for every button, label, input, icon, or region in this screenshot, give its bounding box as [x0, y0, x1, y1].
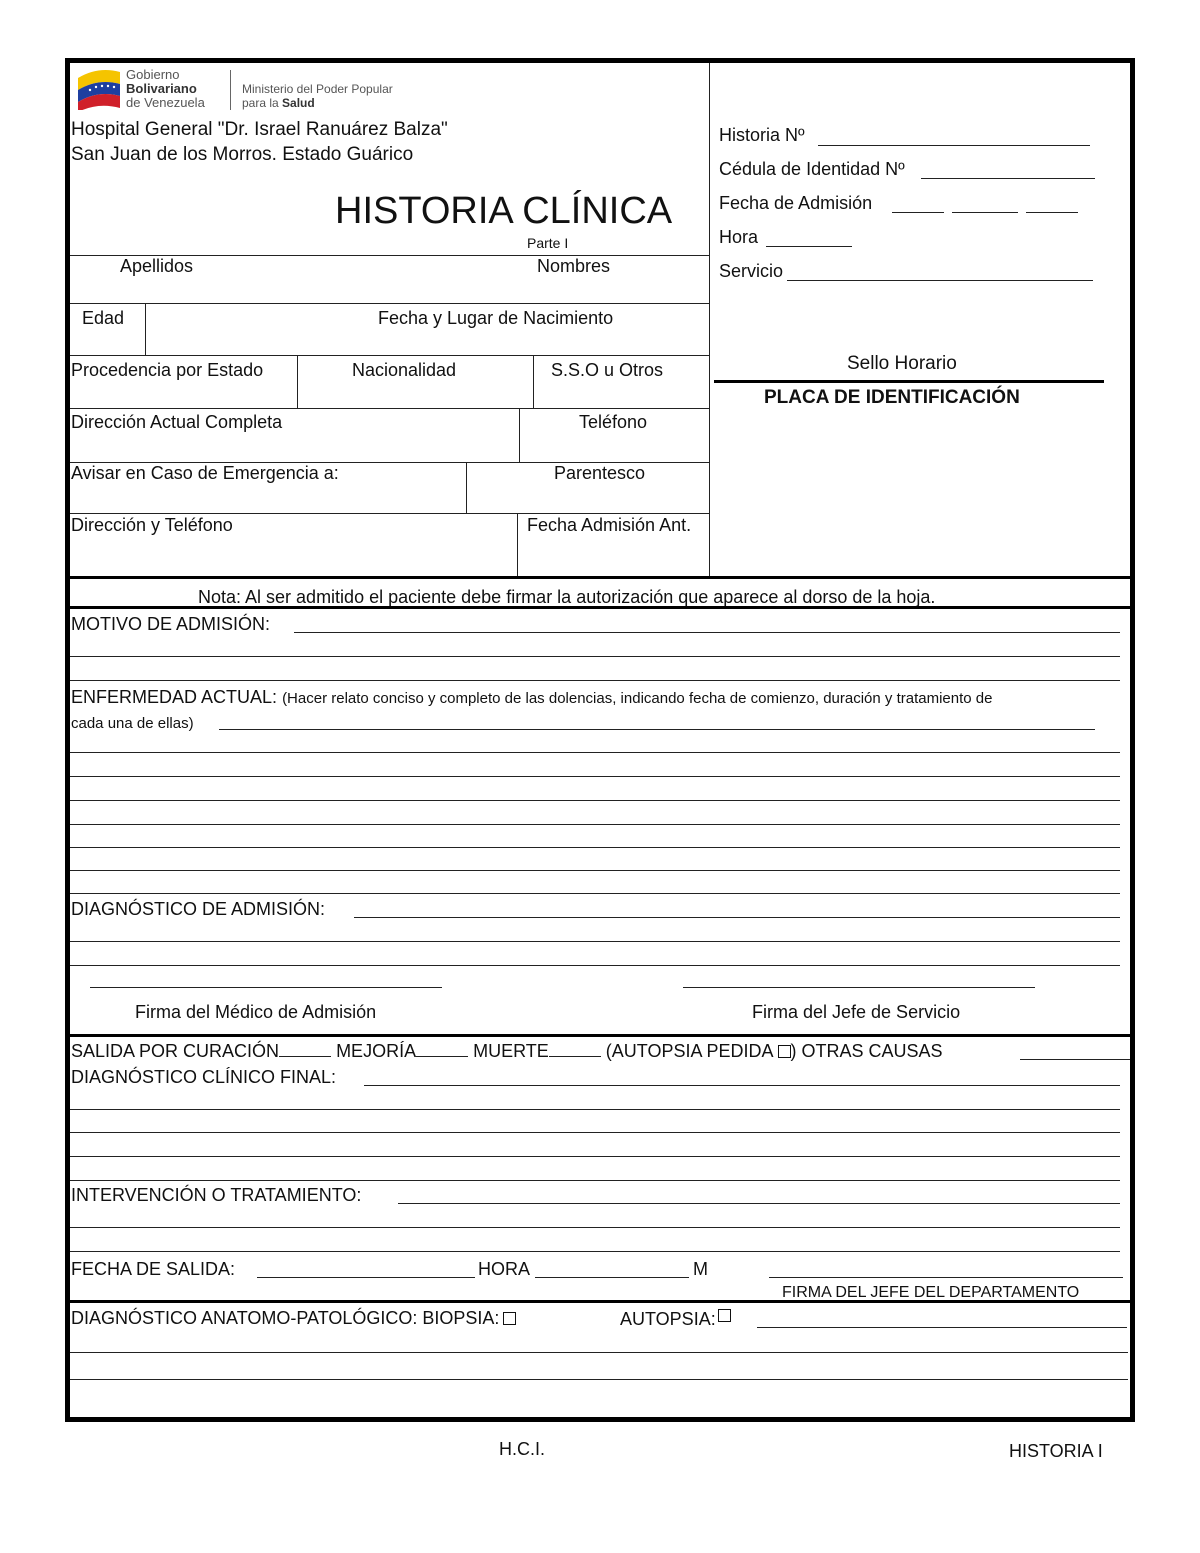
anatomo-line[interactable]: [70, 1379, 1128, 1380]
enfermedad-line[interactable]: [70, 752, 1120, 753]
intervencion-label: INTERVENCIÓN O TRATAMIENTO:: [71, 1185, 362, 1205]
procedencia-label: Procedencia por Estado: [71, 360, 264, 380]
diagnostico-final-label: DIAGNÓSTICO CLÍNICO FINAL:: [71, 1067, 337, 1087]
fecha-admision-label: Fecha de Admisión: [719, 193, 873, 213]
venezuela-flag-icon: [76, 64, 122, 110]
muerte-label: MUERTE: [473, 1041, 549, 1061]
enfermedad-line[interactable]: [219, 729, 1095, 730]
anatomo-line[interactable]: [757, 1327, 1127, 1328]
autopsia-label: AUTOPSIA:: [620, 1309, 716, 1329]
avisar-emergencia-label: Avisar en Caso de Emergencia a:: [71, 463, 339, 483]
firma-medico-label: Firma del Médico de Admisión: [135, 1002, 377, 1022]
placa-identificacion-label: PLACA DE IDENTIFICACIÓN: [764, 387, 1020, 408]
historia-label: Historia Nº: [719, 125, 805, 145]
diagnostico-final-line[interactable]: [70, 1156, 1120, 1157]
fecha-salida-label: FECHA DE SALIDA:: [71, 1259, 236, 1279]
fecha-admision-year[interactable]: [1026, 212, 1078, 213]
enfermedad-line[interactable]: [70, 847, 1120, 848]
enfermedad-note: (Hacer relato conciso y completo de las dolencias, indicando fecha de comienzo, duración y tratamiento de: [282, 690, 993, 707]
logo-min-line3: Salud: [282, 96, 315, 110]
fecha-admision-ant-label: Fecha Admisión Ant.: [527, 515, 692, 535]
fecha-salida-field[interactable]: [257, 1277, 475, 1278]
motivo-line[interactable]: [294, 632, 1120, 633]
footer-historia: HISTORIA I: [1009, 1441, 1103, 1461]
anatomo-label: DIAGNÓSTICO ANATOMO-PATOLÓGICO: BIOPSIA:: [71, 1308, 500, 1328]
meridiem-label: M: [693, 1259, 708, 1279]
autopsia-checkbox[interactable]: [718, 1309, 731, 1322]
firma-jefe-servicio-label: Firma del Jefe de Servicio: [752, 1002, 961, 1022]
hora-field[interactable]: [766, 246, 852, 247]
muerte-field[interactable]: [549, 1056, 601, 1057]
enfermedad-note-2: cada una de ellas): [71, 715, 194, 732]
intervencion-line[interactable]: [398, 1203, 1120, 1204]
fecha-admision-month[interactable]: [952, 212, 1018, 213]
enfermedad-line[interactable]: [70, 776, 1120, 777]
enfermedad-line[interactable]: [70, 800, 1120, 801]
diagnostico-admision-line[interactable]: [354, 917, 1120, 918]
enfermedad-line[interactable]: [70, 870, 1120, 871]
cedula-field[interactable]: [921, 178, 1095, 179]
logo-gov-line2: Bolivariano: [126, 81, 197, 96]
hora-salida-label: HORA: [478, 1259, 531, 1279]
historia-field[interactable]: [818, 145, 1090, 146]
servicio-label: Servicio: [719, 261, 784, 281]
diagnostico-admision-label: DIAGNÓSTICO DE ADMISIÓN:: [71, 899, 326, 919]
hora-label: Hora: [719, 227, 759, 247]
motivo-line[interactable]: [70, 656, 1120, 657]
apellidos-nombres-field[interactable]: [70, 278, 708, 303]
diagnostico-admision-line[interactable]: [70, 965, 1120, 966]
part-label: Parte I: [527, 235, 569, 251]
firma-jefe-departamento-line[interactable]: [769, 1277, 1123, 1278]
parentesco-label: Parentesco: [554, 463, 646, 483]
fecha-admision-day[interactable]: [892, 212, 944, 213]
apellidos-label: Apellidos: [120, 256, 194, 276]
hospital-name: Hospital General "Dr. Israel Ranuárez Balza": [71, 119, 448, 140]
direccion-label: Dirección Actual Completa: [71, 412, 283, 432]
page-title: HISTORIA CLÍNICA: [335, 190, 673, 232]
nacionalidad-label: Nacionalidad: [352, 360, 457, 380]
logo-min-line2: para la: [242, 96, 279, 110]
diagnostico-final-line[interactable]: [70, 1180, 1120, 1181]
intervencion-line[interactable]: [70, 1227, 1120, 1228]
anatomo-line[interactable]: [70, 1352, 1128, 1353]
logo-min-line1: Ministerio del Poder Popular: [242, 82, 393, 96]
sello-horario-label: Sello Horario: [847, 353, 957, 374]
telefono-label: Teléfono: [579, 412, 648, 432]
cedula-label: Cédula de Identidad Nº: [719, 159, 905, 179]
hospital-location: San Juan de los Morros. Estado Guárico: [71, 144, 414, 165]
diagnostico-final-line[interactable]: [70, 1109, 1120, 1110]
biopsia-checkbox[interactable]: [503, 1312, 516, 1325]
edad-label: Edad: [82, 308, 125, 328]
hora-salida-field[interactable]: [535, 1277, 689, 1278]
logo-gov-line3: de Venezuela: [126, 95, 205, 110]
logo-gov-line1: Gobierno: [126, 67, 180, 82]
motivo-label: MOTIVO DE ADMISIÓN:: [71, 614, 271, 634]
diagnostico-final-line[interactable]: [70, 1132, 1120, 1133]
footer-code: H.C.I.: [499, 1439, 546, 1459]
enfermedad-line[interactable]: [70, 893, 1120, 894]
mejoria-label: MEJORÍA: [336, 1041, 417, 1061]
direccion-telefono-label: Dirección y Teléfono: [71, 515, 233, 535]
fecha-lugar-nacimiento-label: Fecha y Lugar de Nacimiento: [378, 308, 614, 328]
autopsia-pedida-label: (AUTOPSIA PEDIDA: [605, 1041, 774, 1061]
nombres-label: Nombres: [537, 256, 611, 276]
nota-text: Nota: Al ser admitido el paciente debe firmar la autorización que aparece al dorso de la hoja.: [198, 587, 936, 607]
logo: [76, 62, 426, 114]
diagnostico-final-line[interactable]: [364, 1085, 1120, 1086]
autopsia-pedida-checkbox[interactable]: [778, 1045, 791, 1058]
otras-causas-line[interactable]: [1020, 1059, 1130, 1060]
motivo-line[interactable]: [70, 680, 1120, 681]
enfermedad-line[interactable]: [70, 824, 1120, 825]
curacion-field[interactable]: [279, 1056, 331, 1057]
sso-label: S.S.O u Otros: [551, 360, 664, 380]
salida-curacion-label: SALIDA POR CURACIÓN: [71, 1041, 280, 1061]
firma-jefe-departamento-label: FIRMA DEL JEFE DEL DEPARTAMENTO: [782, 1284, 1080, 1301]
servicio-field[interactable]: [787, 280, 1093, 281]
diagnostico-admision-line[interactable]: [70, 941, 1120, 942]
otras-causas-label: ) OTRAS CAUSAS: [790, 1041, 943, 1061]
firma-medico-line[interactable]: [90, 987, 442, 988]
intervencion-line[interactable]: [70, 1251, 1120, 1252]
enfermedad-label: ENFERMEDAD ACTUAL:: [71, 687, 278, 707]
mejoria-field[interactable]: [416, 1056, 468, 1057]
firma-jefe-servicio-line[interactable]: [683, 987, 1035, 988]
